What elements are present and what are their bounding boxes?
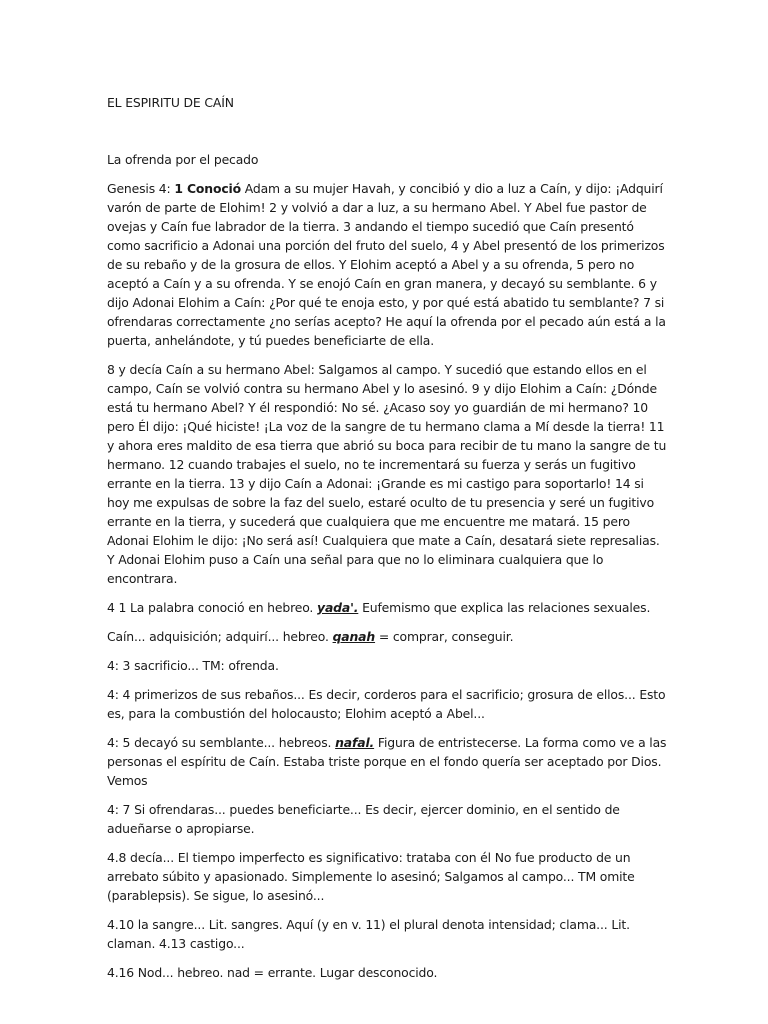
paragraph-genesis-4-1 bbox=[107, 179, 667, 350]
note-yada bbox=[107, 598, 667, 617]
note-ofrendaras: 4: 7 Si ofrendaras... puedes beneficiarte... Es decir, ejercer dominio, en el sentido de adueñarse o apropiarse. bbox=[107, 802, 620, 836]
note-text: = comprar, conseguir. bbox=[375, 629, 514, 644]
note-decia: 4.8 decía... El tiempo imperfecto es significativo: trataba con él No fue producto de un arrebato súbito y apasionado. Simplemente lo asesinó; Salgamos al campo... TM omite (parablepsis). Se sigue, lo asesinó... bbox=[107, 850, 635, 903]
note-sangre: 4.10 la sangre... Lit. sangres. Aquí (y en v. 11) el plural denota intensidad; clama... Lit. claman. 4.13 castigo... bbox=[107, 917, 630, 951]
document-title: EL ESPIRITU DE CAÍN bbox=[107, 95, 234, 110]
verse-reference: 1 Conoció bbox=[174, 181, 241, 196]
note-text: 4: 5 decayó su semblante... hebreos. bbox=[107, 735, 336, 750]
document-page bbox=[107, 93, 667, 982]
note-nod: 4.16 Nod... hebreo. nad = errante. Lugar desconocido. bbox=[107, 965, 438, 980]
paragraph-genesis-4-8: 8 y decía Caín a su hermano Abel: Salgamos al campo. Y sucedió que estando ellos en el campo, Caín se volvió contra su hermano Abel y lo asesinó. 9 y dijo Elohim a Caín: ¿Dónde está tu hermano Abel? Y él respondió: No sé. ¿Acaso soy yo guardián de mi hermano? 10 pero Él dijo: ¡Qué hiciste! ¡La voz de la sangre de tu hermano clama a Mí desde la tierra! 11 y ahora eres maldito de esa tierra que abrió su boca para recibir de tu mano la sangre de tu hermano. 12 cuando trabajes el suelo, no te incrementará su fuerza y serás un fugitivo errante en la tierra. 13 y dijo Caín a Adonai: ¡Grande es mi castigo para soportarlo! 14 si hoy me expulsas de sobre la faz del suelo, estaré oculto de tu presencia y seré un fugitivo errante en la tierra, y sucederá que cualquiera que me encuentre me matará. 15 pero Adonai Elohim le dijo: ¡No será así! Cualquiera que mate a Caín, desatará siete represalias. Y Adonai Elohim puso a Caín una señal para que no lo eliminara cualquiera que lo encontrara. bbox=[107, 362, 667, 586]
note-primerizos: 4: 4 primerizos de sus rebaños... Es decir, corderos para el sacrificio; grosura de ellos... Esto es, para la combustión del holocausto; Elohim aceptó a Abel... bbox=[107, 687, 666, 721]
note-sacrificio: 4: 3 sacrificio... TM: ofrenda. bbox=[107, 658, 279, 673]
hebrew-term: qanah bbox=[332, 629, 376, 644]
passage-text: Adam a su mujer Havah, y concibió y dio a luz a Caín, y dijo: ¡Adquirí varón de parte de Elohim! 2 y volvió a dar a luz, a su hermano Abel. Y Abel fue pastor de ovejas y Caín fue labrador de la tierra. 3 andando el tiempo sucedió que Caín presentó como sacrificio a Adonai una porción del fruto del suelo, 4 y Abel presentó de los primerizos de su rebaño y de la grosura de ellos. Y Elohim aceptó a Abel y a su ofrenda, 5 pero no aceptó a Caín y a su ofrenda. Y se enojó Caín en gran manera, y decayó su semblante. 6 y dijo Adonai Elohim a Caín: ¿Por qué te enoja esto, y por qué está abatido tu semblante? 7 si ofrendaras correctamente ¿no serías acepto? He aquí la ofrenda por el pecado aún está a la puerta, anhelándote, y tú puedes beneficiarte de ella. bbox=[107, 181, 666, 348]
note-text: 4 1 La palabra conoció en hebreo. bbox=[107, 600, 318, 615]
hebrew-term: nafal. bbox=[335, 735, 375, 750]
note-text: Figura de entristecerse. La forma como ve a las personas el espíritu de Caín. Estaba triste porque en el fondo quería ser aceptado por Dios. Vemos bbox=[107, 735, 667, 788]
document-subtitle: La ofrenda por el pecado bbox=[107, 152, 259, 167]
hebrew-term: yada'. bbox=[317, 600, 359, 615]
passage-prefix: Genesis 4: bbox=[107, 181, 175, 196]
note-text: Eufemismo que explica las relaciones sexuales. bbox=[358, 600, 651, 615]
note-qanah bbox=[107, 627, 667, 646]
note-text: Caín... adquisición; adquirí... hebreo. bbox=[107, 629, 333, 644]
note-nafal bbox=[107, 733, 667, 790]
